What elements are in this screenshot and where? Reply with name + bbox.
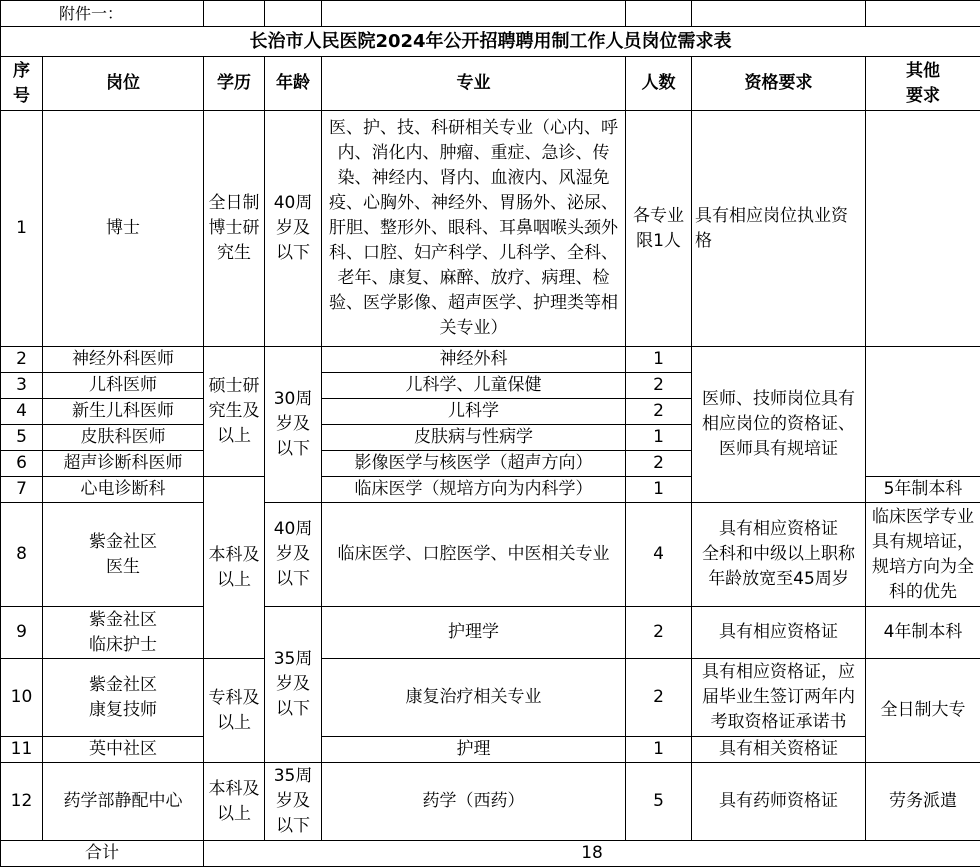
cell-seq: 11 [1, 737, 43, 763]
header-row [1, 57, 980, 111]
cell-qualification: 具有相应资格证 全科和中级以上职称年龄放宽至45周岁 [692, 503, 866, 607]
cell-seq: 6 [1, 451, 43, 477]
header-age: 年龄 [265, 57, 322, 111]
header-seq: 序 号 [1, 57, 43, 111]
cell-qualification: 具有相应资格证，应届毕业生签订两年内考取资格证承诺书 [692, 659, 866, 737]
cell-count: 2 [626, 607, 692, 659]
cell-post: 药学部静配中心 [43, 763, 204, 841]
cell-seq: 12 [1, 763, 43, 841]
cell-post: 博士 [43, 111, 204, 347]
empty-cell [322, 1, 626, 27]
cell-major: 医、护、技、科研相关专业（心内、呼内、消化内、肿瘤、重症、急诊、传染、神经内、肾内、血液内、风湿免疫、心胸外、神经外、胃肠外、泌尿、肝胆、整形外、眼科、耳鼻咽喉头颈外科、口腔、妇产科学、儿科学、全科、老年、康复、麻醉、放疗、病理、检验、医学影像、超声医学、护理类等相关专业） [322, 111, 626, 347]
cell-post: 新生儿科医师 [43, 399, 204, 425]
table-row [1, 347, 980, 373]
cell-education: 全日制 博士研 究生 [204, 111, 265, 347]
cell-education: 本科及 以上 [204, 763, 265, 841]
header-education: 学历 [204, 57, 265, 111]
table-title: 长治市人民医院2024年公开招聘聘用制工作人员岗位需求表 [1, 27, 980, 57]
cell-major: 儿科学、儿童保健 [322, 373, 626, 399]
cell-major: 神经外科 [322, 347, 626, 373]
cell-major: 护理 [322, 737, 626, 763]
cell-other: 临床医学专业具有规培证，规培方向为全科的优先 [866, 503, 980, 607]
cell-count: 1 [626, 425, 692, 451]
header-count: 人数 [626, 57, 692, 111]
cell-count: 各专业 限1人 [626, 111, 692, 347]
cell-education-bachelor: 本科及 以上 [204, 477, 265, 659]
cell-seq: 10 [1, 659, 43, 737]
cell-education-master: 硕士研 究生及 以上 [204, 347, 265, 477]
table-row [1, 737, 980, 763]
cell-other-empty [866, 347, 980, 477]
cell-count: 2 [626, 373, 692, 399]
cell-seq: 1 [1, 111, 43, 347]
table-row [1, 607, 980, 659]
cell-other [866, 111, 980, 347]
table-row [1, 503, 980, 607]
table-row [1, 763, 980, 841]
cell-post: 超声诊断科医师 [43, 451, 204, 477]
cell-seq: 9 [1, 607, 43, 659]
cell-other: 劳务派遣 [866, 763, 980, 841]
title-row [1, 27, 980, 57]
cell-post: 英中社区 [43, 737, 204, 763]
cell-post: 紫金社区 临床护士 [43, 607, 204, 659]
attachment-row [1, 1, 980, 27]
cell-post: 皮肤科医师 [43, 425, 204, 451]
cell-count: 4 [626, 503, 692, 607]
cell-major: 药学（西药） [322, 763, 626, 841]
cell-other: 5年制本科 [866, 477, 980, 503]
cell-post: 儿科医师 [43, 373, 204, 399]
attachment-label: 附件一： [1, 1, 204, 27]
cell-age: 40周 岁及 以下 [265, 111, 322, 347]
cell-education-college: 专科及 以上 [204, 659, 265, 763]
cell-count: 2 [626, 659, 692, 737]
header-post: 岗位 [43, 57, 204, 111]
cell-qualification-doctor: 医师、技师岗位具有相应岗位的资格证、医师具有规培证 [692, 347, 866, 503]
empty-cell [692, 1, 866, 27]
cell-post: 神经外科医师 [43, 347, 204, 373]
header-qualification: 资格要求 [692, 57, 866, 111]
empty-cell [204, 1, 265, 27]
cell-count: 1 [626, 347, 692, 373]
total-label: 合计 [1, 841, 204, 867]
cell-count: 5 [626, 763, 692, 841]
cell-age-30: 30周 岁及 以下 [265, 347, 322, 503]
empty-cell [626, 1, 692, 27]
cell-seq: 5 [1, 425, 43, 451]
cell-age: 35周 岁及 以下 [265, 763, 322, 841]
cell-major: 皮肤病与性病学 [322, 425, 626, 451]
cell-major: 临床医学（规培方向为内科学） [322, 477, 626, 503]
cell-seq: 7 [1, 477, 43, 503]
cell-qualification: 具有相应岗位执业资格 [692, 111, 866, 347]
cell-qualification: 具有相应资格证 [692, 607, 866, 659]
cell-seq: 4 [1, 399, 43, 425]
cell-count: 1 [626, 737, 692, 763]
total-row [1, 841, 980, 867]
table-row [1, 111, 980, 347]
cell-qualification: 具有药师资格证 [692, 763, 866, 841]
total-value: 18 [204, 841, 980, 867]
cell-post: 紫金社区 医生 [43, 503, 204, 607]
cell-other-college: 全日制大专 [866, 659, 980, 763]
empty-cell [265, 1, 322, 27]
header-other: 其他 要求 [866, 57, 980, 111]
cell-post: 紫金社区 康复技师 [43, 659, 204, 737]
cell-seq: 8 [1, 503, 43, 607]
cell-seq: 3 [1, 373, 43, 399]
cell-major: 康复治疗相关专业 [322, 659, 626, 737]
cell-major: 护理学 [322, 607, 626, 659]
cell-age-35: 35周 岁及 以下 [265, 607, 322, 763]
header-major: 专业 [322, 57, 626, 111]
cell-major: 儿科学 [322, 399, 626, 425]
cell-seq: 2 [1, 347, 43, 373]
cell-other: 4年制本科 [866, 607, 980, 659]
empty-cell [866, 1, 980, 27]
cell-qualification: 具有相关资格证 [692, 737, 866, 763]
table-row [1, 659, 980, 737]
cell-count: 2 [626, 399, 692, 425]
cell-count: 1 [626, 477, 692, 503]
cell-count: 2 [626, 451, 692, 477]
cell-post: 心电诊断科 [43, 477, 204, 503]
cell-age-40: 40周 岁及 以下 [265, 503, 322, 607]
cell-major: 临床医学、口腔医学、中医相关专业 [322, 503, 626, 607]
cell-major: 影像医学与核医学（超声方向） [322, 451, 626, 477]
